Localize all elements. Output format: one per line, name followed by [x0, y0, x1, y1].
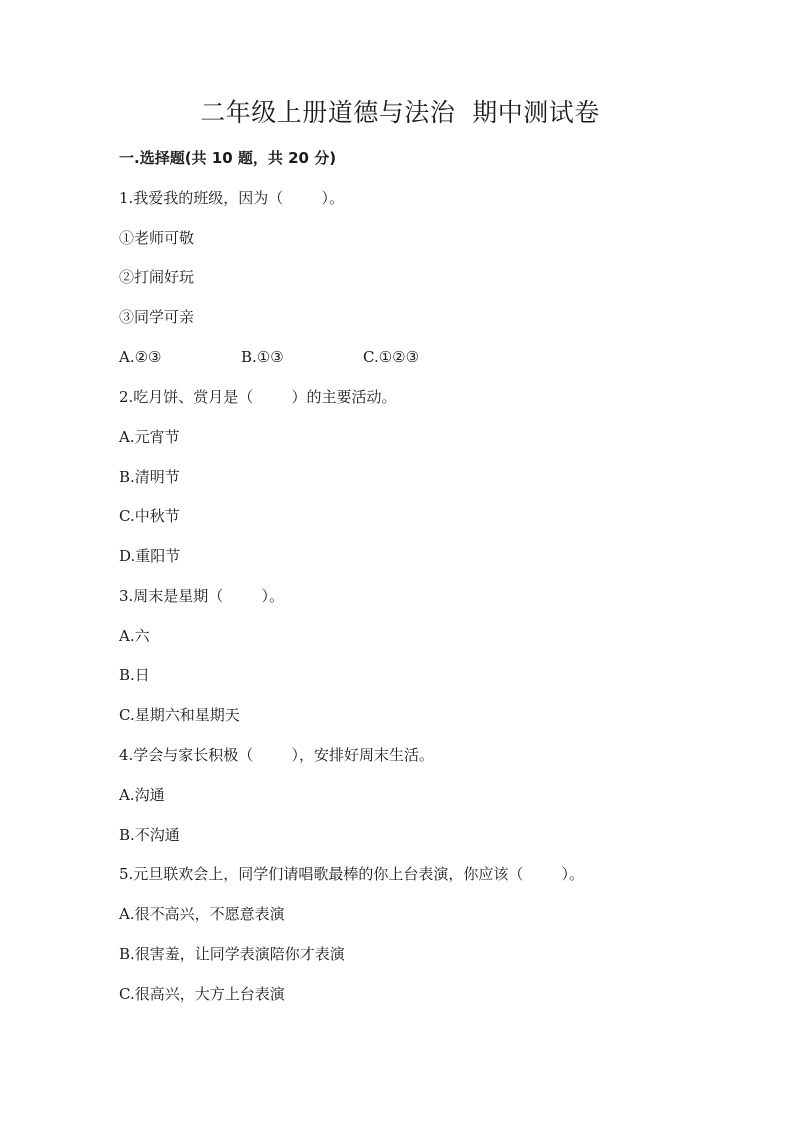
question-3-option-c: C.星期六和星期天	[119, 706, 240, 724]
question-5-stem: 5.元旦联欢会上，同学们请唱歌最棒的你上台表演，你应该（ ）。	[119, 865, 584, 883]
section-heading: 一.选择题(共 10 题，共 20 分)	[119, 149, 337, 167]
question-4-option-b: B.不沟通	[119, 826, 180, 844]
question-3-option-b: B.日	[119, 666, 150, 684]
question-1-item-1: ①老师可敬	[119, 229, 195, 247]
question-1-item-2: ②打闹好玩	[119, 268, 195, 286]
question-2-option-d: D.重阳节	[119, 547, 181, 565]
question-5-option-c: C.很高兴，大方上台表演	[119, 985, 285, 1003]
question-1-stem: 1.我爱我的班级，因为（ ）。	[119, 189, 344, 207]
question-5-option-a: A.很不高兴，不愿意表演	[119, 905, 285, 923]
question-2-option-a: A.元宵节	[119, 428, 180, 446]
question-3-stem: 3.周末是星期（ ）。	[119, 587, 284, 605]
question-5-option-b: B.很害羞，让同学表演陪你才表演	[119, 945, 345, 963]
question-3-option-a: A.六	[119, 627, 150, 645]
question-2-stem: 2.吃月饼、赏月是（ ）的主要活动。	[119, 388, 397, 406]
question-2-option-b: B.清明节	[119, 468, 180, 486]
question-1-option-c: C.①②③	[363, 348, 420, 366]
question-4-option-a: A.沟通	[119, 786, 165, 804]
page-title: 二年级上册道德与法治 期中测试卷	[200, 98, 600, 127]
question-4-stem: 4.学会与家长积极（ ），安排好周末生活。	[119, 746, 434, 764]
question-2-option-c: C.中秋节	[119, 507, 180, 525]
question-1-option-a: A.②③	[119, 348, 162, 366]
question-1-option-b: B.①③	[241, 348, 284, 366]
question-1-item-3: ③同学可亲	[119, 308, 195, 326]
